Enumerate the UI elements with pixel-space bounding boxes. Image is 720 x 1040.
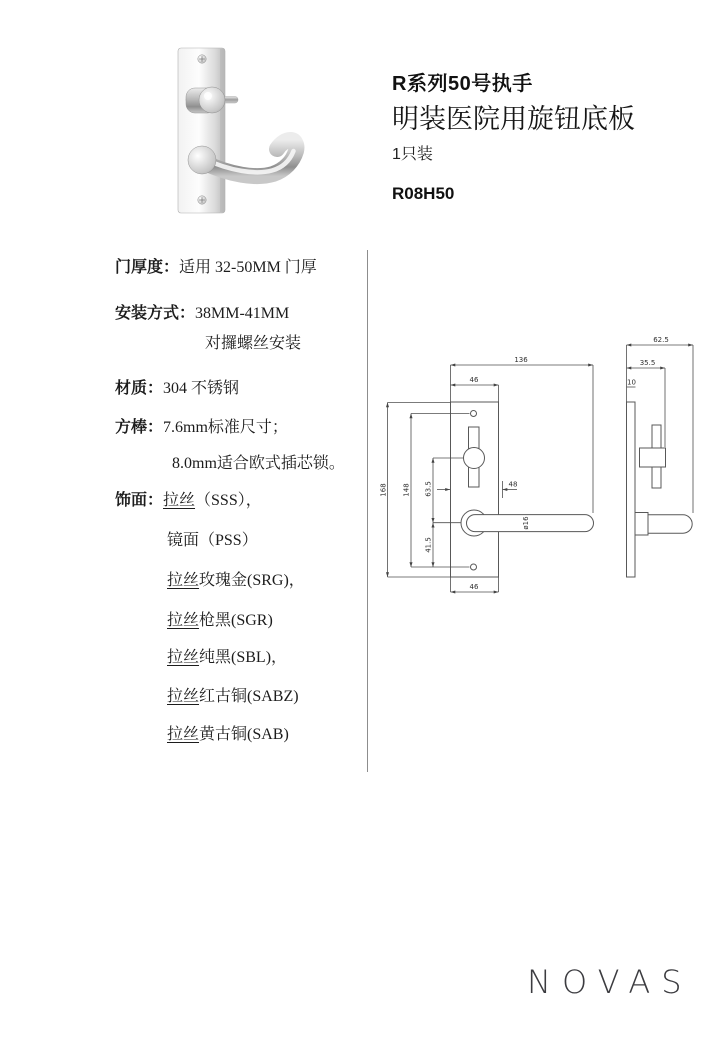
turn-knob — [186, 87, 238, 113]
spec-value: 枪黑(SGR) — [199, 612, 273, 629]
technical-drawing — [375, 333, 705, 605]
knob-stem-top — [652, 425, 661, 448]
handle-neck-side — [635, 513, 648, 536]
knob-stem-bottom — [652, 467, 661, 488]
top-screw — [198, 55, 206, 63]
brand-logo: NOVAS — [527, 963, 693, 1001]
series-title: R系列50号执手 — [392, 73, 533, 95]
spec-value: 对攞螺丝安装 — [205, 335, 302, 352]
spec-value: 304 不锈钢 — [163, 380, 240, 397]
spec-value-underlined: 拉丝 — [163, 492, 196, 509]
front-view — [380, 356, 594, 592]
lever-front — [467, 515, 594, 532]
spec-install-method — [115, 304, 380, 323]
spec-list — [115, 258, 380, 744]
handle-photo-graphic — [150, 28, 350, 233]
spec-label: 方棒： — [115, 419, 164, 436]
dim-plate-thickness: 10 — [627, 378, 636, 387]
dim-knob-to-handle: 63.5 — [424, 481, 433, 497]
bottom-screw-hole — [471, 564, 477, 570]
spec-value: 黄古铜(SAB) — [199, 726, 289, 743]
product-title: 明装医院用旋钮底板 — [392, 104, 635, 134]
backplate — [178, 48, 225, 213]
side-view — [627, 336, 694, 577]
model-number: R08H50 — [392, 184, 455, 203]
spec-value-underlined: 拉丝 — [167, 572, 200, 589]
knob-body-side — [640, 448, 666, 467]
dim-plate-width-top: 46 — [469, 376, 479, 384]
spec-finish-srg — [167, 571, 380, 590]
spec-value-underlined: 拉丝 — [167, 726, 200, 743]
dim-overall-width: 136 — [514, 356, 528, 364]
spec-finish-pss — [167, 531, 380, 550]
dim-handle-diameter: ø16 — [522, 516, 530, 530]
spec-spindle — [115, 418, 380, 437]
vertical-divider — [367, 250, 368, 772]
spec-finish-sgr — [167, 611, 380, 630]
spec-spindle-cont — [172, 454, 380, 473]
spec-value-underlined: 拉丝 — [167, 649, 200, 666]
spec-label: 材质： — [115, 380, 164, 397]
pack-quantity: 1只装 — [392, 146, 433, 163]
spec-finish-sbl — [167, 648, 380, 667]
knob-front — [464, 448, 485, 469]
spec-value: 8.0mm适合欧式插芯锁。 — [172, 455, 345, 472]
spec-door-thickness — [115, 258, 380, 277]
dim-hole-spacing: 148 — [402, 483, 411, 497]
dimension-drawing — [375, 333, 705, 605]
spec-value-underlined: 拉丝 — [167, 688, 200, 705]
dim-overall-depth: 62.5 — [653, 336, 669, 344]
dim-knob-depth: 35.5 — [639, 359, 656, 367]
dim-plate-width-bottom: 46 — [469, 583, 479, 591]
spec-finish-sab — [167, 725, 380, 744]
dim-handle-to-hole: 41.5 — [424, 537, 433, 553]
spec-label: 门厚度： — [115, 259, 180, 276]
lever-side — [648, 515, 692, 533]
spec-install-method-cont — [205, 334, 380, 353]
plate-side — [627, 402, 636, 577]
spec-finish-sss — [115, 491, 380, 510]
spec-value: 玫瑰金(SRG)， — [199, 572, 305, 589]
spec-value: 红古铜(SABZ) — [199, 688, 299, 705]
spec-value: （SSS）， — [195, 492, 262, 509]
product-photo — [150, 28, 350, 233]
dim-backset: 48 — [508, 480, 518, 489]
spec-value-underlined: 拉丝 — [167, 612, 200, 629]
spec-value: 38MM-41MM — [195, 305, 290, 322]
spec-value: 7.6mm标准尺寸； — [163, 419, 288, 436]
spec-value: 镜面（PSS） — [167, 532, 258, 549]
bottom-screw — [198, 196, 206, 204]
spec-label: 安装方式： — [115, 305, 196, 322]
spec-finish-sabz — [167, 687, 380, 706]
spec-material — [115, 379, 380, 398]
dim-overall-height: 168 — [379, 483, 388, 497]
spec-value: 纯黑(SBL)， — [199, 649, 288, 666]
title-block — [392, 72, 692, 204]
top-screw-hole — [471, 411, 477, 417]
spec-value: 适用 32-50MM 门厚 — [179, 259, 317, 276]
spec-label: 饰面： — [115, 492, 164, 509]
